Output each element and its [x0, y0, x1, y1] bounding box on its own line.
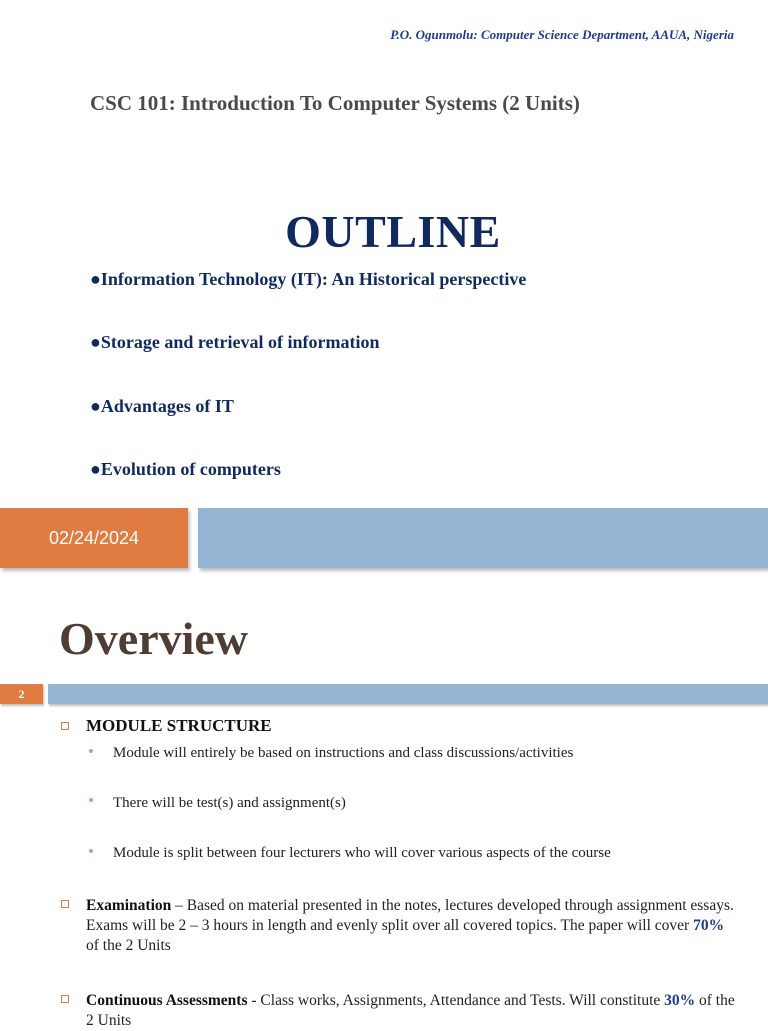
slide-footer: [0, 508, 768, 568]
ca-label: Continuous Assessments: [86, 992, 248, 1009]
examination-text: – Based on material presented in the notes, lectures developed through assignment essays. Exams will be 2 – 3 hours in length and evenly split over all covered topics. The paper will cover: [86, 897, 734, 934]
module-structure-heading: MODULE STRUCTURE: [86, 716, 272, 735]
ca-text: - Class works, Assignments, Attendance and Tests. Will constitute: [247, 992, 665, 1009]
course-title: CSC 101: Introduction To Computer Systems (2 Units): [90, 91, 580, 115]
dot-bullet-icon: [89, 798, 93, 802]
slide-number-bar: [0, 684, 768, 704]
examination-percent: 70%: [693, 917, 725, 934]
slide-number: 2: [0, 684, 43, 704]
date-label: 02/24/2024: [0, 508, 188, 568]
ca-text-end: of the 2 Units: [86, 992, 735, 1029]
outline-item-evolution: ●Evolution of computers: [90, 459, 281, 479]
continuous-assessment-paragraph: [86, 991, 736, 1031]
square-bullet-icon: [61, 995, 69, 1003]
header-blue-band: [48, 684, 768, 704]
examination-label: Examination: [86, 897, 172, 914]
module-item: Module will entirely be based on instructions and class discussions/activities: [113, 745, 574, 761]
examination-paragraph: [86, 896, 736, 956]
dot-bullet-icon: [89, 749, 93, 753]
examination-text-end: of the 2 Units: [86, 937, 171, 954]
module-item: Module is split between four lecturers who will cover various aspects of the course: [113, 845, 611, 861]
square-bullet-icon: [61, 900, 69, 908]
overview-title: Overview: [59, 613, 249, 664]
ca-percent: 30%: [664, 992, 696, 1009]
outline-item-storage: ●Storage and retrieval of information: [90, 332, 380, 352]
author-credit: P.O. Ogunmolu: Computer Science Department, AAUA, Nigeria: [390, 27, 734, 42]
module-item: There will be test(s) and assignment(s): [113, 795, 346, 811]
square-bullet-icon: [61, 722, 69, 730]
outline-item-advantages: ●Advantages of IT: [90, 396, 234, 416]
dot-bullet-icon: [89, 849, 93, 853]
footer-blue-band: [198, 508, 768, 568]
outline-heading: OUTLINE: [285, 206, 501, 257]
outline-item-it-history: ●Information Technology (IT): An Historical perspective: [90, 269, 527, 289]
